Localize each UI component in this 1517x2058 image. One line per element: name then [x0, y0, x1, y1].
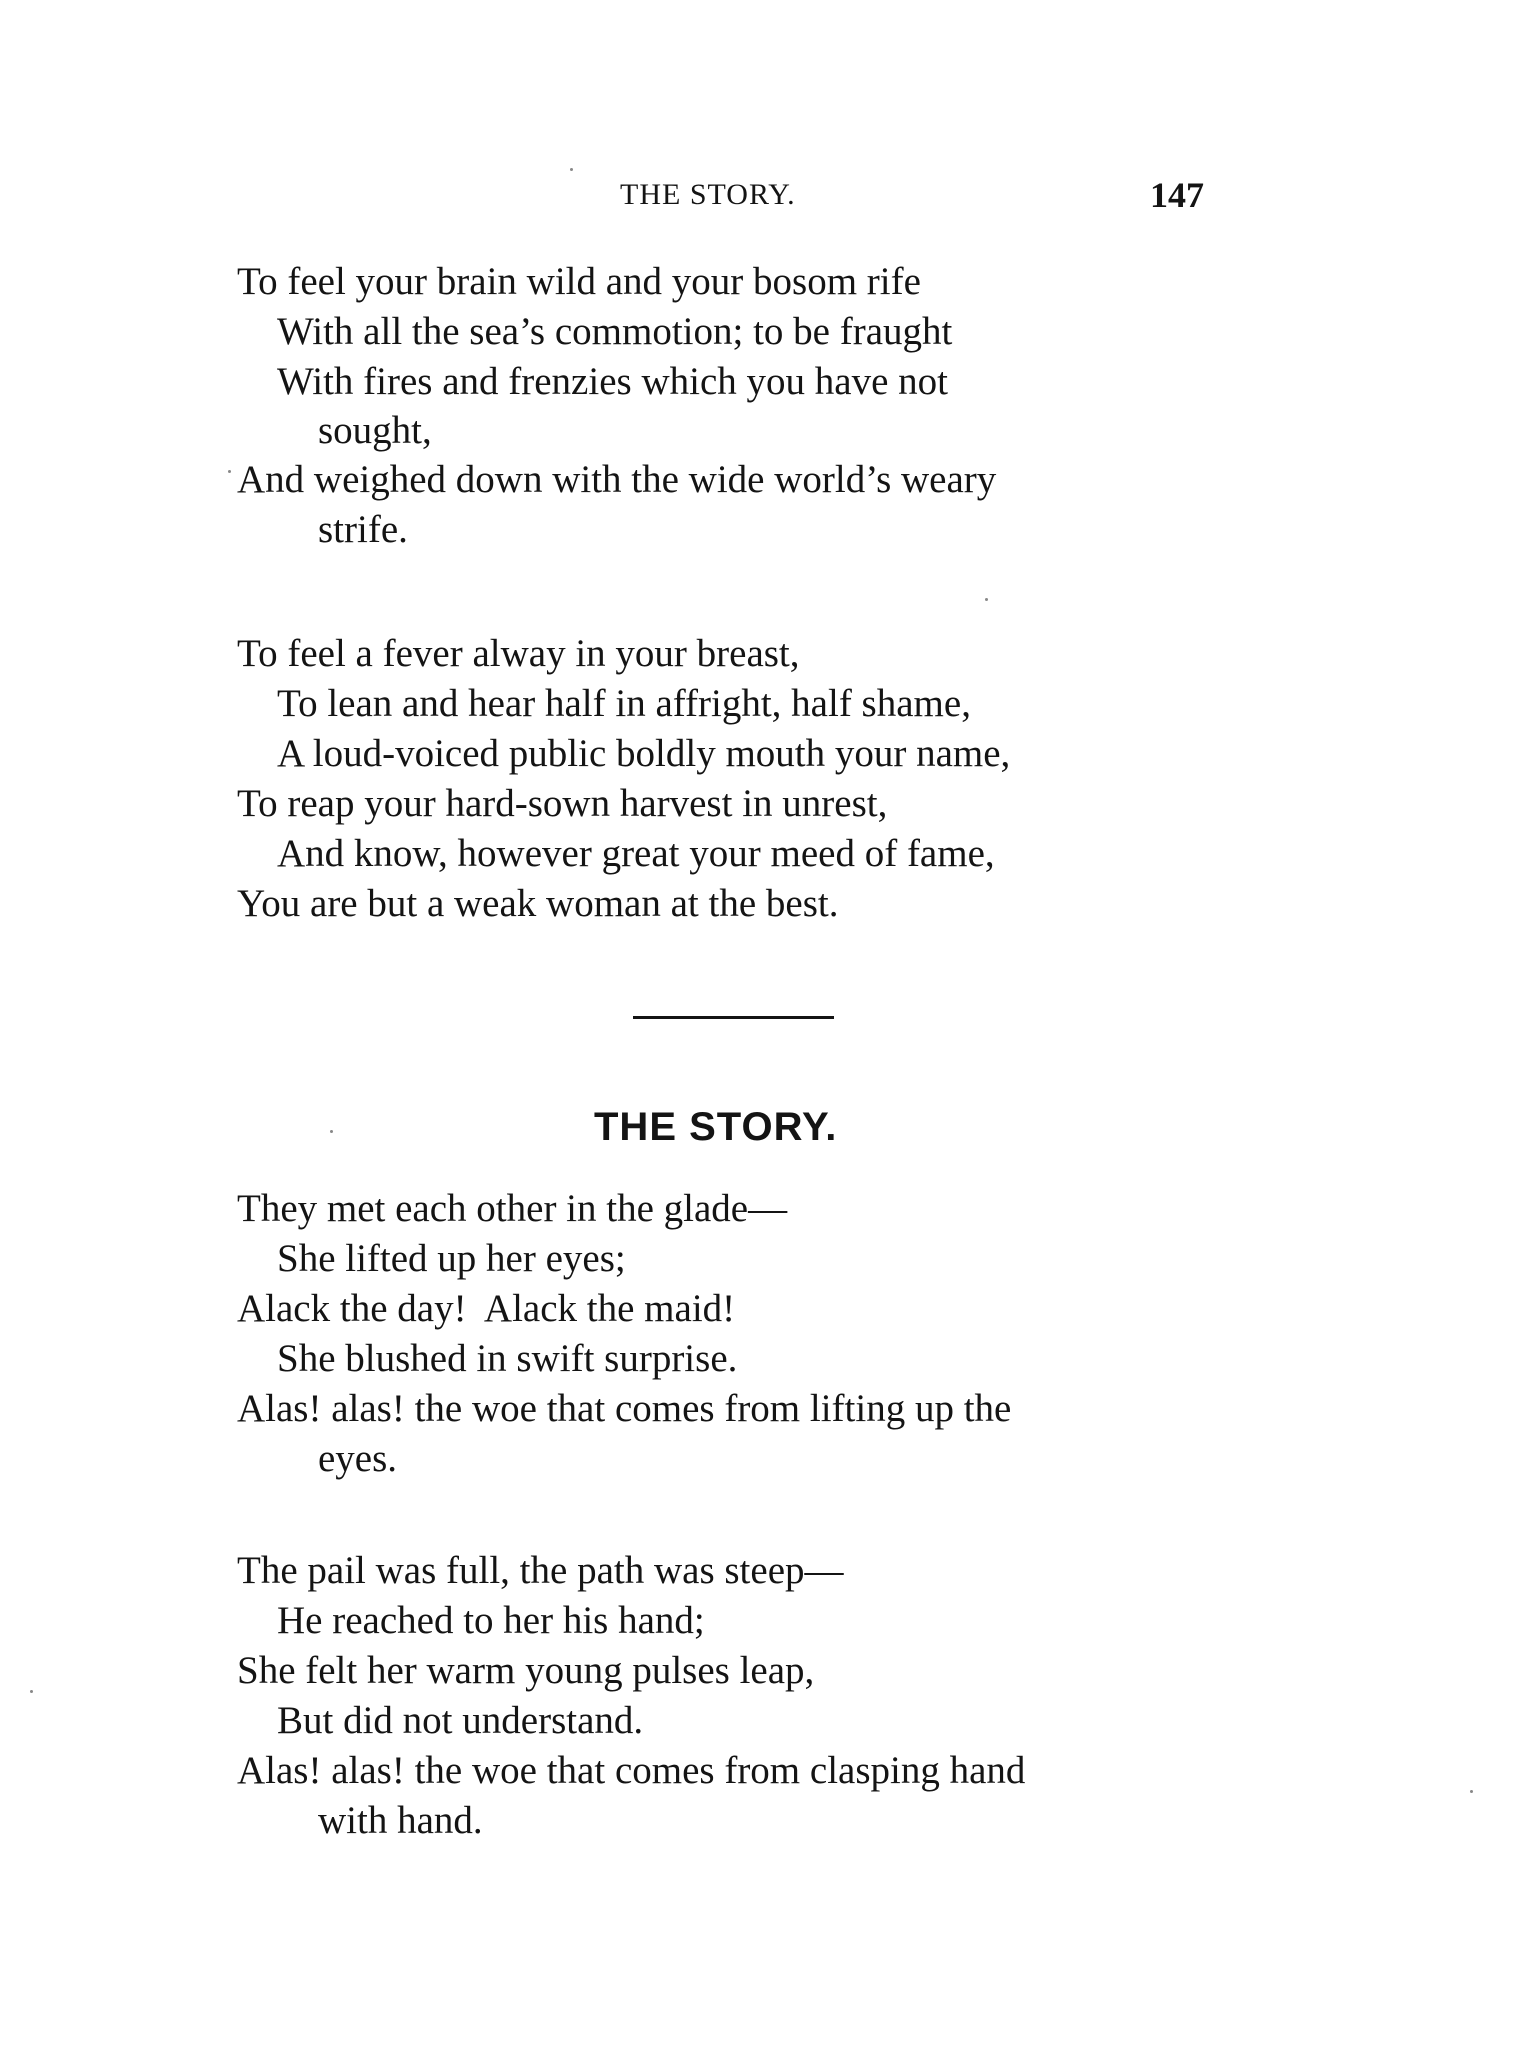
scan-speck: [1470, 1790, 1473, 1793]
verse-line: She blushed in swift surprise.: [277, 1337, 738, 1380]
verse-line: And know, however great your meed of fame,: [277, 832, 995, 875]
verse-line: With all the sea’s commotion; to be fraught: [277, 310, 953, 353]
verse-line: Alas! alas! the woe that comes from lifting up the: [237, 1387, 1012, 1430]
verse-line: sought,: [318, 409, 432, 452]
verse-line: To feel a fever alway in your breast,: [237, 632, 800, 675]
verse-line: eyes.: [318, 1437, 398, 1480]
page-number: 147: [1150, 175, 1204, 215]
verse-line: The pail was full, the path was steep—: [237, 1549, 844, 1592]
scan-speck: [570, 168, 573, 171]
verse-line: And weighed down with the wide world’s weary: [237, 458, 997, 501]
verse-line: She felt her warm young pulses leap,: [237, 1649, 815, 1692]
verse-line: Alack the day! Alack the maid!: [237, 1287, 736, 1330]
scan-speck: [30, 1690, 33, 1693]
running-head: THE STORY.: [620, 178, 796, 211]
verse-line: with hand.: [318, 1799, 483, 1842]
scan-speck: [228, 470, 231, 473]
section-divider: [633, 1016, 834, 1019]
verse-line: A loud-voiced public boldly mouth your name,: [277, 732, 1011, 775]
verse-line: To feel your brain wild and your bosom rife: [237, 260, 921, 303]
poem-title-text: THE STORY.: [594, 1105, 838, 1149]
verse-line: With fires and frenzies which you have not: [277, 360, 948, 403]
scan-speck: [330, 1130, 333, 1133]
verse-line: They met each other in the glade—: [237, 1187, 788, 1230]
scan-speck: [985, 598, 988, 601]
verse-line: To lean and hear half in affright, half shame,: [277, 682, 971, 725]
verse-line: To reap your hard-sown harvest in unrest,: [237, 782, 888, 825]
verse-line: strife.: [318, 508, 408, 551]
verse-line: Alas! alas! the woe that comes from clasping hand: [237, 1749, 1026, 1792]
verse-line: You are but a weak woman at the best.: [237, 882, 839, 925]
verse-line: He reached to her his hand;: [277, 1599, 705, 1642]
verse-line: But did not understand.: [277, 1699, 644, 1742]
verse-line: She lifted up her eyes;: [277, 1237, 626, 1280]
